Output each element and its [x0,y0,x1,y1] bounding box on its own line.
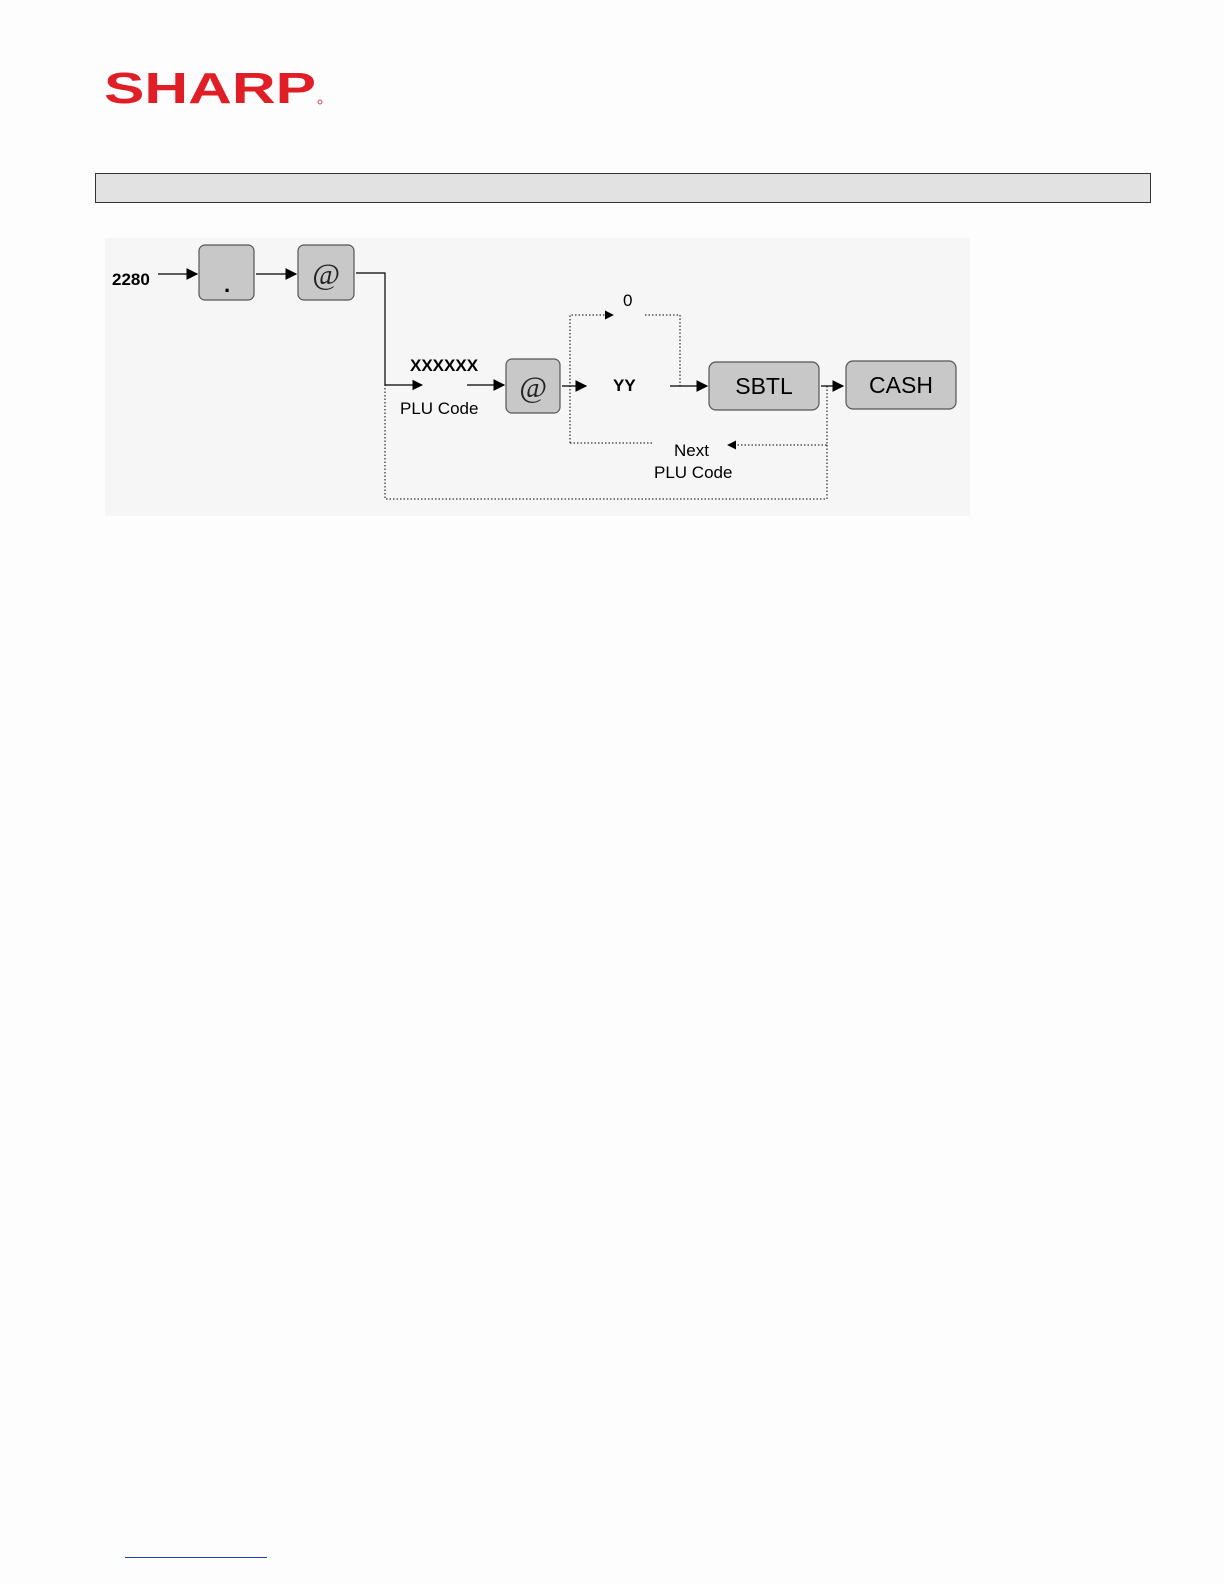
sharp-logo [104,66,324,108]
key-sequence-diagram [105,238,970,516]
plu-code-label: PLU Code [400,399,479,418]
loop-label-line1: Next [674,441,709,460]
dot-key [199,245,254,300]
cash-key [846,361,956,409]
sbtl-key-label: SBTL [735,373,793,399]
section-title-bar [95,173,1151,203]
cash-key-label: CASH [869,372,933,398]
at-key-2-label: @ [519,371,547,404]
registered-mark-icon [318,100,322,104]
sbtl-key [709,362,819,410]
plu-code-value: XXXXXX [410,356,479,375]
dot-key-label: . [223,272,231,297]
at-key-1 [298,245,354,300]
at-key-1-label: @ [312,258,340,291]
start-code: 2280 [112,270,150,289]
footer-link-underline[interactable] [125,1557,267,1558]
yy-option: YY [613,376,636,395]
zero-option: 0 [623,291,633,310]
loop-label-line2: PLU Code [654,463,733,482]
logo-text: SHARP [104,66,316,108]
at-key-2 [506,359,560,413]
